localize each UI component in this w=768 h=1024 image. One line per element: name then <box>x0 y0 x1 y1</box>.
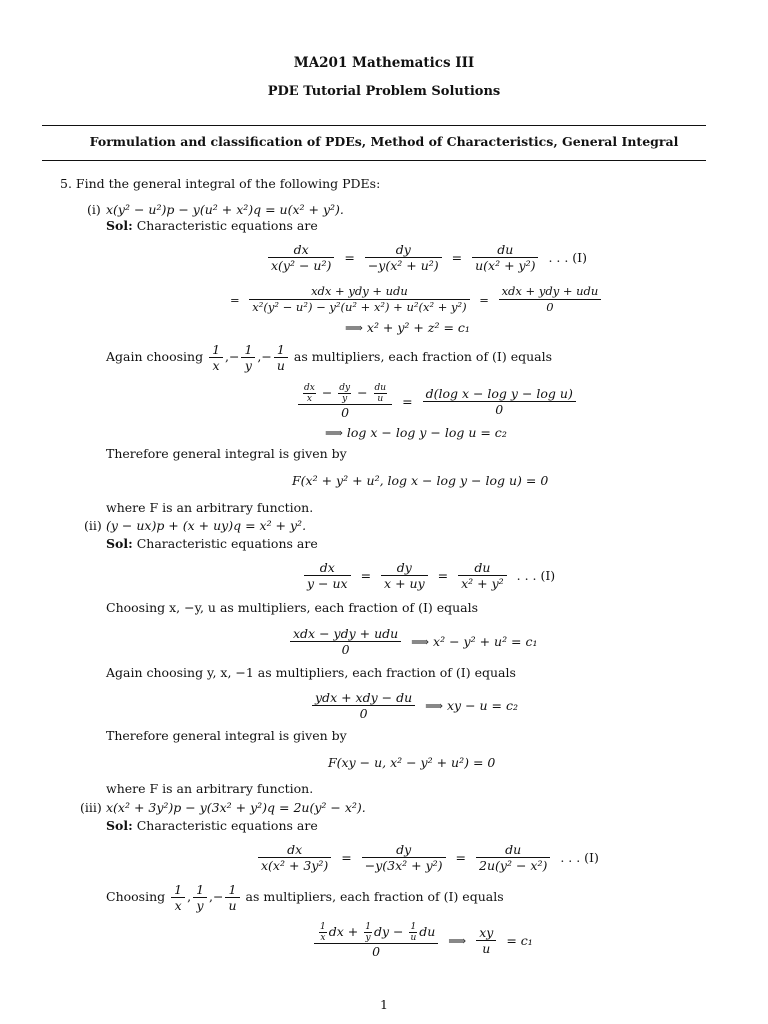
part-ii-choosing-2: Again choosing y, x, −1 as multipliers, each fraction of (I) equals <box>106 665 516 680</box>
part-i-sol: Sol: Characteristic equations are <box>106 218 318 233</box>
part-iii-characteristic-equations: $\frac{dx}{\text{x(x² + 3y²)}}$ = $\frac{dy}{\text{−y(3x² + y²)}}$ = $\frac{du}{\text{2u(y² − x²)}}$ . . . (I) <box>256 842 603 873</box>
part-ii-choosing-1: Choosing x, −y, u as multipliers, each fraction of (I) equals <box>106 600 479 615</box>
section-topic: Formulation and classification of PDEs, Method of Characteristics, General Integral <box>89 134 679 149</box>
part-i-where: where F is an arbitrary function. <box>106 500 314 515</box>
part-ii-label: (ii) <box>84 518 102 533</box>
part-ii-general-integral: F(xy − u, x² − y² + u²) = 0 <box>328 755 496 770</box>
part-iii-choosing: Choosing $\frac{1}{x}$ , $\frac{1}{y}$ ,− $\frac{1}{u}$ as multipliers, each fraction of (I) equals <box>106 882 504 913</box>
problem-statement: 5. Find the general integral of the following PDEs: <box>60 176 381 191</box>
part-i-label: (i) <box>87 202 101 217</box>
part-iii-pde: x(x² + 3y²)p − y(3x² + y²)q = 2u(y² − x²). <box>106 800 366 815</box>
part-ii-therefore: Therefore general integral is given by <box>106 728 347 743</box>
part-ii-result-1: $\frac{\text{xdx − ydy + udu}}{0}$ ⟹ x² − y² + u² = c₁ <box>288 626 542 657</box>
part-ii-pde: (y − ux)p + (x + uy)q = x² + y². <box>106 518 307 533</box>
top-rule <box>42 125 706 126</box>
course-title: MA201 Mathematics III <box>293 55 475 71</box>
bottom-rule <box>42 160 706 161</box>
part-i-result-2: ⟹ log x − log y − log u = c₂ <box>325 425 507 440</box>
part-i-log-fraction: $\frac{dx}{x}$ − $\frac{dy}{y}$ − $\frac{du}{u}$ 0 = $\frac{\text{d(log x − log y − log u)}}{0}$ <box>296 383 578 420</box>
part-i-result-1: ⟹ x² + y² + z² = c₁ <box>345 320 470 335</box>
part-iii-label: (iii) <box>80 800 102 815</box>
part-ii-where: where F is an arbitrary function. <box>106 781 314 796</box>
part-iii-result: $\frac{1}{x}$ dx + $\frac{1}{y}$ dy − $\frac{1}{u}$ du 0 ⟹ $\frac{xy}{u}$ = c₁ <box>312 922 537 959</box>
part-iii-sol: Sol: Characteristic equations are <box>106 818 318 833</box>
part-i-therefore: Therefore general integral is given by <box>106 446 347 461</box>
part-i-combined-fraction: = $\frac{\text{xdx + ydy + udu}}{\text{x²(y² − u²) − y²(u² + x²) + u²(x² + y²)}}$ = $\frac{\text{xdx + ydy + udu}}{0}$ <box>226 284 603 315</box>
part-i-pde: x(y² − u²)p − y(u² + x²)q = u(x² + y²). <box>106 202 344 217</box>
part-ii-sol: Sol: Characteristic equations are <box>106 536 318 551</box>
document-subtitle: PDE Tutorial Problem Solutions <box>267 84 501 99</box>
part-i-general-integral: F(x² + y² + u², log x − log y − log u) = 0 <box>292 473 549 488</box>
part-i-characteristic-equations: $\frac{dx}{\text{x(y² − u²)}}$ = $\frac{dy}{\text{−y(x² + u²)}}$ = $\frac{du}{\text{u(x² + y²)}}$ . . . (I) <box>266 242 591 273</box>
part-ii-characteristic-equations: $\frac{dx}{y - ux}$ = $\frac{dy}{x + uy}$ = $\frac{du}{\text{x² + y²}}$ . . . (I) <box>302 560 559 591</box>
page-number: 1 <box>380 997 388 1012</box>
part-ii-result-2: $\frac{\text{ydx + xdy − du}}{0}$ ⟹ xy − u = c₂ <box>310 690 522 721</box>
part-i-again-choosing: Again choosing $\frac{1}{x}$ ,− $\frac{1}{y}$ ,− $\frac{1}{u}$ as multipliers, each fraction of (I) equals <box>106 342 553 373</box>
